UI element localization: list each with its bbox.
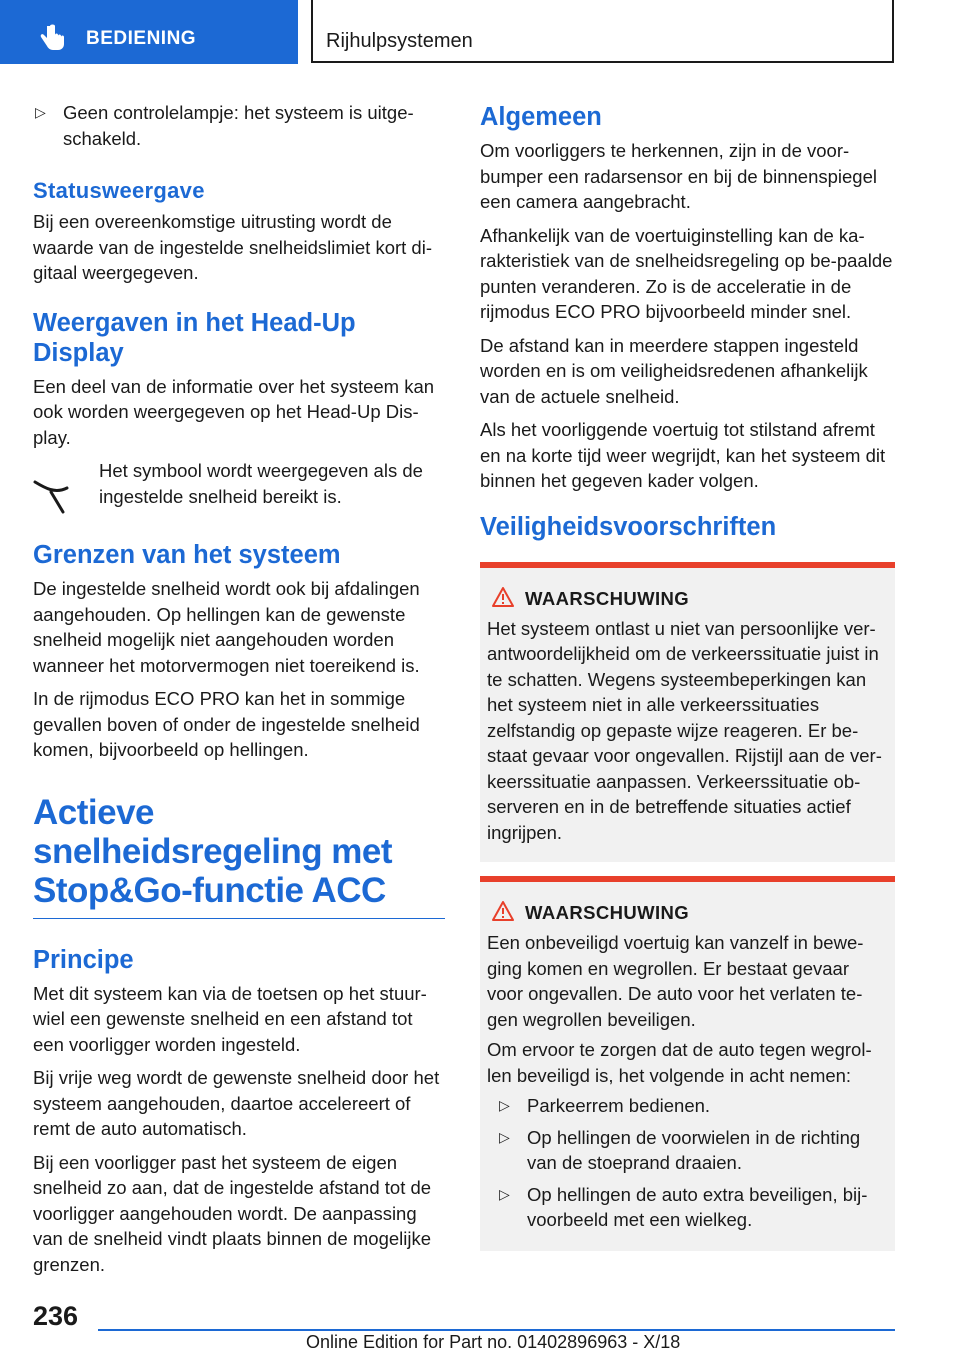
heading-head-up-display: Weergaven in het Head-Up Display [33, 308, 356, 367]
warning-triangle-icon [487, 588, 525, 610]
list-item [487, 1125, 887, 1176]
paragraph: Bij een overeenkomstige uitrusting wordt de waarde van de ingestelde snelheidslimiet kort di-gitaal weergegeven. [33, 211, 432, 283]
section-label: BEDIENING [86, 28, 197, 49]
chapter-header [311, 0, 894, 63]
paragraph: Bij vrije weg wordt de gewenste snelheid door het systeem aangehouden, daartoe accelereert of remt de auto automatisch. [33, 1067, 440, 1139]
left-column [33, 100, 445, 1285]
warning-box [480, 562, 895, 863]
hud-speed-reached-icon [33, 458, 99, 518]
list-item-text: Geen controlelampje: het systeem is uitge-schakeld. [63, 102, 414, 149]
list-item-text: Parkeerrem bedienen. [527, 1095, 711, 1116]
warning-text: Het systeem ontlast u niet van persoonlijke ver-antwoordelijkheid om de verkeerssituatie juist in te schatten. Wegens systeembeperkingen kan het systeem niet in alle verkeerssituaties zelfstandig op gepaste wijze reageren. Er be-staat gevaar voor ongevallen. Rijstijl aan de ver-keerssituatie aanpassen. Verkeerssituatie ob-serveren en in de betreffende situaties actief ingrijpen. [487, 617, 882, 843]
heading-grenzen: Grenzen van het systeem [33, 541, 341, 569]
symbol-row [33, 458, 445, 518]
paragraph: Met dit systeem kan via de toetsen op het stuur-wiel een gewenste snelheid en een afstand tot een voorligger worden ingesteld. [33, 982, 427, 1055]
paragraph: Als het voorliggende voertuig tot stilstand afremt en na korte tijd weer wegrijdt, kan het systeem dit binnen het gegeven kader volgen. [480, 419, 886, 491]
warning-title: WAARSCHUWING [525, 902, 690, 923]
page-number: 236 [33, 1301, 79, 1331]
paragraph: Bij een voorligger past het systeem de eigen snelheid zo aan, dat de ingestelde afstand tot de voorligger aangehouden wordt. De aanpassing van de snelheid vindt plaats binnen de mogelijke grenzen. [33, 1151, 432, 1275]
warning-text: Om ervoor te zorgen dat de auto tegen wegrol-len beveiligd is, het volgende in acht nemen: [487, 1039, 872, 1086]
right-column [480, 100, 895, 1265]
warning-title: WAARSCHUWING [525, 587, 690, 609]
triangle-bullet-icon: ▷ [499, 1097, 510, 1113]
paragraph: Om voorliggers te herkennen, zijn in de voor-bumper een radarsensor en bij de binnenspiegel een camera aangebracht. [480, 140, 877, 212]
list-item-text: Op hellingen de auto extra beveiligen, bij-voorbeeld met een wielkeg. [527, 1183, 868, 1230]
footer-divider [98, 1329, 895, 1331]
footer-edition: Online Edition for Part no. 01402896963 - X/18 [306, 1332, 681, 1352]
hand-pointer-icon [40, 24, 66, 52]
chapter-title: Rijhulpsystemen [326, 30, 473, 52]
paragraph: In de rijmodus ECO PRO kan het in sommige gevallen boven of onder de ingestelde snelheid komen, bijvoorbeeld op hellingen. [33, 688, 420, 760]
heading-veiligheid: Veiligheidsvoorschriften [480, 512, 777, 541]
list-item-text: Op hellingen de voorwielen in de richting van de stoeprand draaien. [527, 1126, 861, 1173]
section-tab [0, 0, 298, 64]
symbol-description: Het symbool wordt weergegeven als de ingestelde snelheid bereikt is. [99, 460, 423, 507]
warning-header [487, 902, 887, 924]
heading-principe: Principe [33, 945, 134, 974]
list-item [487, 1182, 887, 1233]
triangle-bullet-icon: ▷ [499, 1128, 510, 1145]
warning-text: Een onbeveiligd voertuig kan vanzelf in bewe-ging komen en wegrollen. Er bestaat gevaar voor ongevallen. De auto voor het verlaten te-gen wegrollen beveiligen. [487, 932, 864, 1030]
warning-box [480, 876, 895, 1251]
list-item [487, 1093, 887, 1119]
paragraph: De ingestelde snelheid wordt ook bij afdalingen aangehouden. Op hellingen kan de gewenste snelheid mogelijk niet aangehouden worden wanneer het motorvermogen niet toereikend is. [33, 578, 420, 676]
heading-acc: Actieve snelheidsregeling met Stop&Go-functie ACC [33, 793, 445, 919]
triangle-bullet-icon: ▷ [499, 1185, 510, 1202]
warning-header [487, 588, 887, 610]
triangle-bullet-icon: ▷ [35, 104, 46, 120]
paragraph: De afstand kan in meerdere stappen ingesteld worden en is om veiligheidsredenen afhankelijk van de actuele snelheid. [480, 334, 868, 407]
heading-statusweergave: Statusweergave [33, 178, 205, 203]
paragraph: Een deel van de informatie over het systeem kan ook worden weergegeven op het Head-Up Dis-play. [33, 375, 435, 448]
list-item [33, 100, 445, 151]
paragraph: Afhankelijk van de voertuiginstelling kan de ka-rakteristiek van de snelheidsregeling op be-paalde punten veranderen. Zo is de acceleratie in de rijmodus ECO PRO bijvoorbeeld minder snel. [480, 224, 893, 322]
heading-algemeen: Algemeen [480, 103, 602, 131]
warning-triangle-icon [487, 902, 525, 924]
